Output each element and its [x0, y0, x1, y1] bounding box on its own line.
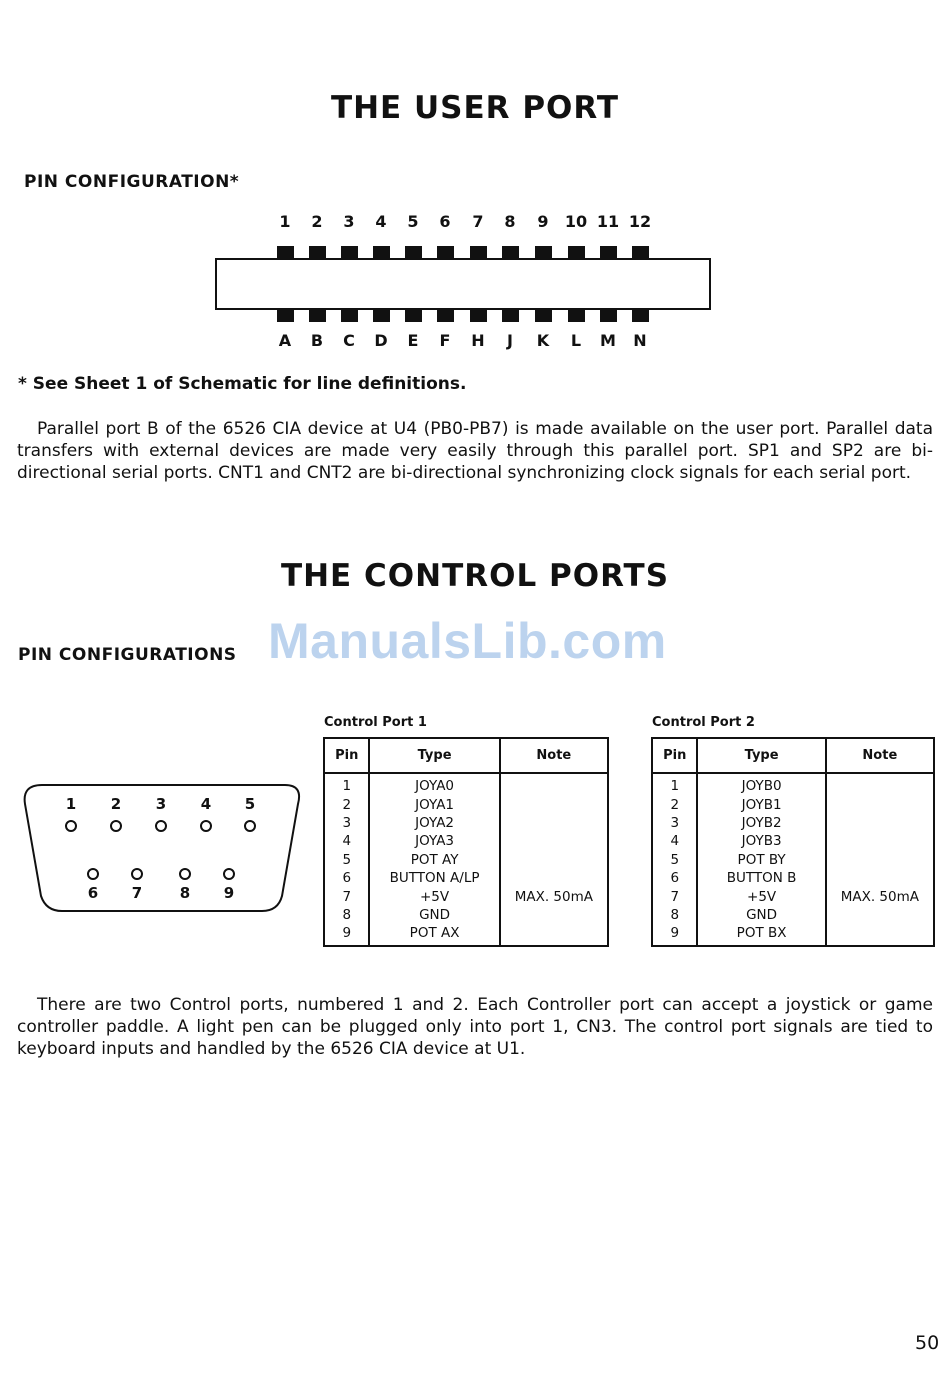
table-row	[324, 814, 608, 832]
type-cell: JOYB1	[697, 795, 825, 813]
column-header-pin: Pin	[324, 738, 369, 773]
dsub-bottom-pin-number: 9	[223, 884, 235, 902]
table-row	[324, 869, 608, 887]
table-row	[324, 906, 608, 924]
user-port-bottom-pin-label: K	[536, 331, 550, 350]
pin-cell: 2	[652, 795, 697, 813]
user-port-top-contact	[535, 246, 552, 258]
note-cell	[500, 773, 608, 795]
user-port-top-contact	[277, 246, 294, 258]
pin-cell: 5	[324, 851, 369, 869]
dsub-pin-hole	[131, 868, 143, 880]
note-cell	[826, 832, 934, 850]
dsub-bottom-pin-number: 6	[87, 884, 99, 902]
dsub-top-pin-number: 2	[110, 795, 122, 813]
user-port-bottom-contact	[341, 310, 358, 322]
dsub-top-pin-number: 1	[65, 795, 77, 813]
column-header-pin: Pin	[652, 738, 697, 773]
type-cell: JOYA3	[369, 832, 499, 850]
pin-cell: 6	[652, 869, 697, 887]
user-port-top-pin-label: 10	[564, 212, 588, 231]
control-ports-paragraph-text: There are two Control ports, numbered 1 and 2. Each Controller port can accept a joystick or game controller paddle. A light pen can be plugged only into port 1, CN3. The control port signals are tied to keyboard inputs and handled by the 6526 CIA device at U1.	[17, 995, 933, 1059]
note-cell	[826, 814, 934, 832]
note-cell	[500, 924, 608, 945]
type-cell: BUTTON A/LP	[369, 869, 499, 887]
table-row	[324, 795, 608, 813]
watermark: ManualsLib.com	[268, 613, 667, 669]
table-header-row	[652, 738, 934, 773]
user-port-top-pin-label: 1	[279, 212, 291, 231]
user-port-pin-config-label: PIN CONFIGURATION*	[24, 172, 240, 192]
control-port-dsub-diagram	[20, 778, 310, 918]
type-cell: POT AX	[369, 924, 499, 945]
dsub-pin-hole	[200, 820, 212, 832]
note-cell	[500, 832, 608, 850]
user-port-bottom-pin-label: N	[633, 331, 647, 350]
edge-connector-body	[215, 258, 711, 310]
user-port-edge-connector-diagram	[0, 0, 950, 360]
user-port-bottom-contact	[405, 310, 422, 322]
dsub-top-pin-number: 5	[244, 795, 256, 813]
user-port-title: THE USER PORT	[330, 90, 620, 126]
pin-cell: 4	[652, 832, 697, 850]
type-cell: POT BY	[697, 851, 825, 869]
user-port-bottom-pin-label: D	[374, 331, 388, 350]
pin-cell: 3	[652, 814, 697, 832]
control-ports-title: THE CONTROL PORTS	[280, 558, 670, 594]
pin-cell: 1	[324, 773, 369, 795]
column-header-type: Type	[697, 738, 825, 773]
note-cell	[826, 851, 934, 869]
table-row	[324, 924, 608, 945]
note-cell: MAX. 50mA	[500, 887, 608, 905]
pin-cell: 8	[652, 906, 697, 924]
pin-cell: 1	[652, 773, 697, 795]
table-row	[652, 906, 934, 924]
type-cell: +5V	[697, 887, 825, 905]
dsub-top-pin-number: 3	[155, 795, 167, 813]
user-port-top-contact	[405, 246, 422, 258]
pin-cell: 9	[652, 924, 697, 945]
user-port-bottom-pin-label: B	[310, 331, 324, 350]
note-cell	[500, 906, 608, 924]
user-port-top-pin-label: 2	[311, 212, 323, 231]
user-port-top-pin-label: 5	[407, 212, 419, 231]
control-port-2-caption: Control Port 2	[652, 715, 755, 730]
type-cell: JOYA2	[369, 814, 499, 832]
user-port-bottom-contact	[277, 310, 294, 322]
table-row	[652, 773, 934, 795]
type-cell: JOYB0	[697, 773, 825, 795]
note-cell	[500, 795, 608, 813]
table-row	[652, 851, 934, 869]
table-row	[324, 832, 608, 850]
type-cell: +5V	[369, 887, 499, 905]
table-row	[652, 814, 934, 832]
user-port-top-contact	[632, 246, 649, 258]
type-cell: GND	[369, 906, 499, 924]
dsub-top-pin-number: 4	[200, 795, 212, 813]
type-cell: BUTTON B	[697, 869, 825, 887]
user-port-bottom-pin-label: L	[570, 331, 582, 350]
control-port-1-caption: Control Port 1	[324, 715, 427, 730]
user-port-top-contact	[437, 246, 454, 258]
note-cell	[826, 924, 934, 945]
user-port-bottom-pin-label: M	[600, 331, 616, 350]
table-row	[652, 869, 934, 887]
user-port-top-contact	[568, 246, 585, 258]
user-port-paragraph	[17, 418, 933, 484]
note-cell	[826, 906, 934, 924]
user-port-footnote: * See Sheet 1 of Schematic for line definitions.	[18, 374, 467, 394]
note-cell	[500, 851, 608, 869]
user-port-top-contact	[373, 246, 390, 258]
control-ports-pin-config-label: PIN CONFIGURATIONS	[18, 645, 237, 665]
dsub-bottom-pin-number: 7	[131, 884, 143, 902]
user-port-bottom-contact	[373, 310, 390, 322]
user-port-bottom-contact	[632, 310, 649, 322]
dsub-pin-hole	[110, 820, 122, 832]
user-port-top-pin-label: 6	[439, 212, 451, 231]
user-port-top-contact	[502, 246, 519, 258]
column-header-note: Note	[826, 738, 934, 773]
table-row	[652, 795, 934, 813]
pin-cell: 8	[324, 906, 369, 924]
control-port-1-table	[323, 737, 609, 947]
user-port-top-contact	[600, 246, 617, 258]
user-port-bottom-contact	[535, 310, 552, 322]
dsub-pin-hole	[155, 820, 167, 832]
note-cell	[500, 814, 608, 832]
control-port-2-table	[651, 737, 935, 947]
note-cell: MAX. 50mA	[826, 887, 934, 905]
dsub-pin-hole	[87, 868, 99, 880]
table-row	[652, 887, 934, 905]
table-row	[324, 773, 608, 795]
pin-cell: 4	[324, 832, 369, 850]
user-port-top-contact	[470, 246, 487, 258]
type-cell: POT BX	[697, 924, 825, 945]
user-port-top-pin-label: 12	[628, 212, 652, 231]
table-row	[652, 832, 934, 850]
note-cell	[500, 869, 608, 887]
table-header-row	[324, 738, 608, 773]
user-port-bottom-contact	[470, 310, 487, 322]
pin-cell: 5	[652, 851, 697, 869]
user-port-top-pin-label: 9	[537, 212, 549, 231]
type-cell: JOYB2	[697, 814, 825, 832]
page-number: 50	[915, 1332, 940, 1354]
note-cell	[826, 869, 934, 887]
user-port-top-pin-label: 7	[472, 212, 484, 231]
pin-cell: 7	[652, 887, 697, 905]
pin-cell: 2	[324, 795, 369, 813]
column-header-type: Type	[369, 738, 499, 773]
user-port-bottom-contact	[437, 310, 454, 322]
type-cell: JOYA0	[369, 773, 499, 795]
user-port-top-pin-label: 8	[504, 212, 516, 231]
note-cell	[826, 773, 934, 795]
user-port-top-pin-label: 4	[375, 212, 387, 231]
user-port-top-contact	[309, 246, 326, 258]
user-port-top-contact	[341, 246, 358, 258]
dsub-pin-hole	[65, 820, 77, 832]
user-port-bottom-pin-label: E	[407, 331, 419, 350]
type-cell: JOYA1	[369, 795, 499, 813]
user-port-bottom-pin-label: H	[471, 331, 485, 350]
pin-cell: 9	[324, 924, 369, 945]
user-port-bottom-contact	[309, 310, 326, 322]
dsub-pin-hole	[244, 820, 256, 832]
user-port-top-pin-label: 11	[596, 212, 620, 231]
pin-cell: 7	[324, 887, 369, 905]
type-cell: JOYB3	[697, 832, 825, 850]
note-cell	[826, 795, 934, 813]
type-cell: POT AY	[369, 851, 499, 869]
control-ports-paragraph	[17, 994, 933, 1060]
user-port-bottom-pin-label: F	[439, 331, 451, 350]
user-port-bottom-contact	[600, 310, 617, 322]
dsub-bottom-pin-number: 8	[179, 884, 191, 902]
dsub-pin-hole	[179, 868, 191, 880]
type-cell: GND	[697, 906, 825, 924]
user-port-bottom-pin-label: J	[507, 331, 513, 350]
table-row	[324, 887, 608, 905]
pin-cell: 3	[324, 814, 369, 832]
user-port-bottom-pin-label: A	[278, 331, 292, 350]
table-row	[652, 924, 934, 945]
user-port-bottom-contact	[568, 310, 585, 322]
pin-cell: 6	[324, 869, 369, 887]
table-row	[324, 851, 608, 869]
user-port-bottom-contact	[502, 310, 519, 322]
user-port-top-pin-label: 3	[343, 212, 355, 231]
user-port-paragraph-text: Parallel port B of the 6526 CIA device at U4 (PB0-PB7) is made available on the user port. Parallel data transfers with external devices are made very easily through this parallel port. SP1 and SP2 are bi-directional serial ports. CNT1 and CNT2 are bi-directional synchronizing clock signals for each serial port.	[17, 419, 933, 483]
user-port-bottom-pin-label: C	[343, 331, 355, 350]
column-header-note: Note	[500, 738, 608, 773]
dsub-pin-hole	[223, 868, 235, 880]
